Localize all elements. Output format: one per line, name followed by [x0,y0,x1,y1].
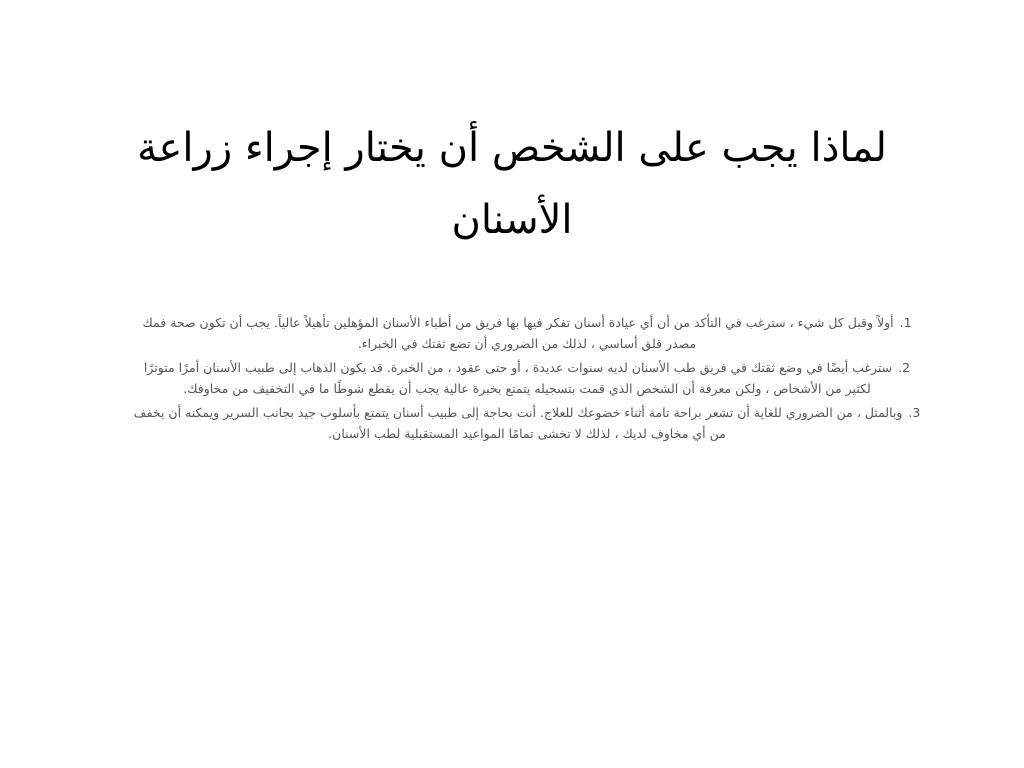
paragraph-3-number: 3. [908,405,921,420]
paragraph-2-text: سترغب أيضًا في وضع ثقتك في فريق طب الأسنان لديه سنوات عديدة ، أو حتى عقود ، من الخبرة. قد يكون الذهاب إلى طبيب الأسنان أمرًا متوترًا لكثير من الأشخاص ، ولكن معرفة أن الشخص الذي قمت بتسجيله يتمتع بخبرة عالية يجب أن يقطع شوطًا ما في التخفيف من مخاوفك. [143,360,893,396]
paragraph-2-number: 2. [898,360,911,375]
slide-title: لماذا يجب على الشخص أن يختار إجراء زراعة الأسنان [137,125,887,243]
paragraph-3-text: وبالمثل ، من الضروري للغاية أن تشعر براحة تامة أثناء خضوعك للعلاج. أنت بحاجة إلى طبيب أسنان يتمتع بأسلوب جيد بجانب السرير ويمكنه أن يخفف من أي مخاوف لديك ، لذلك لا تخشى تمامًا المواعيد المستقبلية لطب الأسنان. [133,405,903,441]
paragraph-2 [132,357,922,399]
paragraph-1 [132,312,922,354]
paragraph-1-text: أولاً وقبل كل شيء ، سترغب في التأكد من أن أي عيادة أسنان تفكر فيها بها فريق من أطباء الأسنان المؤهلين تأهيلاً عالياً. يجب أن تكون صحة فمك مصدر قلق أساسي ، لذلك من الضروري أن تضع ثقتك في الخبراء. [142,315,894,351]
slide-body [132,312,922,447]
paragraph-1-number: 1. [899,315,912,330]
paragraph-3 [132,402,922,444]
